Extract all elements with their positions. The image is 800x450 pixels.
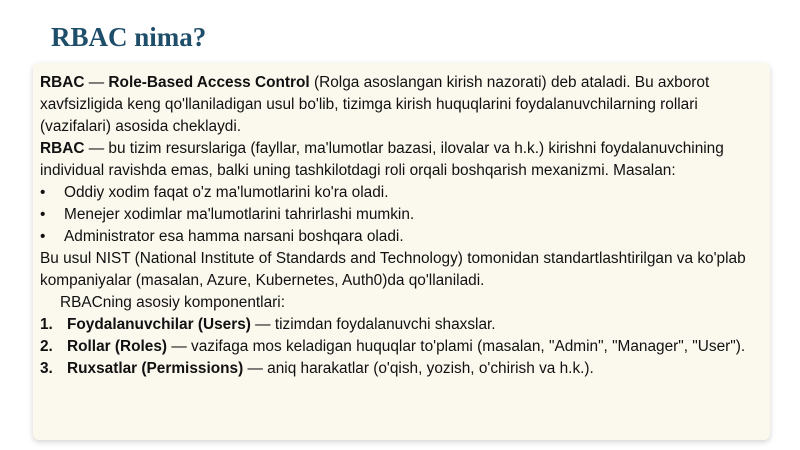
component-name: Rollar (Roles) (67, 338, 168, 355)
rbac-mechanism-paragraph (40, 138, 766, 182)
components-heading: RBACning asosiy komponentlari: (60, 294, 285, 311)
bullet-icon: • (40, 206, 46, 223)
dash-separator: — (84, 74, 109, 91)
list-item: 2. Rollar (Roles) — vazifaga mos keladigan huquqlar to'plami (masalan, "Admin", "Manager", "User"). (40, 338, 746, 355)
component-name: Foydalanuvchilar (Users) (67, 316, 251, 333)
rbac-expansion: Role-Based Access Control (108, 74, 310, 91)
components-list (40, 314, 766, 380)
rbac-term-2: RBAC (40, 140, 85, 157)
list-item: • Administrator esa hamma narsani boshqara oladi. (40, 226, 766, 248)
rbac-definition-paragraph (40, 72, 766, 138)
bullet-icon: • (40, 228, 46, 245)
bullet-icon: • (40, 184, 46, 201)
definition-text: (Rolga asoslangan kirish nazorati) deb ataladi. Bu axborot xavfsizligida keng qo'llaniladigan usul bo'lib, tizimga kirish huquqlarini foydalanuvchilarning rollari (vazifalari) asosida cheklaydi. (40, 74, 710, 135)
list-item: • Menejer xodimlar ma'lumotlarini tahrirlashi mumkin. (40, 204, 766, 226)
list-item: 3. Ruxsatlar (Permissions) — aniq harakatlar (o'qish, yozish, o'chirish va h.k.). (40, 360, 594, 377)
nist-paragraph: Bu usul NIST (National Institute of Standards and Technology) tomonidan standartlashtirilgan va ko'plab kompaniyalar (masalan, Azure, Kubernetes, Auth0)da qo'llaniladi. (40, 250, 746, 289)
rbac-term: RBAC (40, 74, 85, 91)
mechanism-text: — bu tizim resurslariga (fayllar, ma'lumotlar bazasi, ilovalar va h.k.) kirishni foydalanuvchining individual ravishda emas, balki uning tashkilotdagi roli orqali boshqarish mexanizmi. Masalan: (40, 140, 724, 179)
list-item: • Oddiy xodim faqat o'z ma'lumotlarini ko'ra oladi. (40, 182, 766, 204)
slide-title: RBAC nima? (51, 22, 207, 52)
slide-content (40, 72, 766, 380)
component-name: Ruxsatlar (Permissions) (67, 360, 244, 377)
list-item: 1. Foydalanuvchilar (Users) — tizimdan foydalanuvchi shaxslar. (40, 316, 496, 333)
example-list (40, 182, 766, 248)
